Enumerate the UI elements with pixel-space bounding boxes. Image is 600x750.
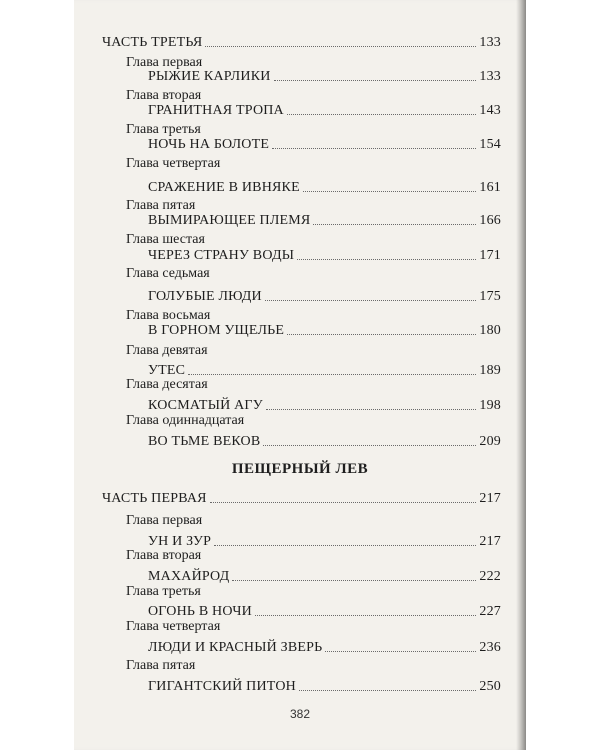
dot-leader xyxy=(214,545,476,546)
dot-leader xyxy=(287,334,476,335)
dot-leader xyxy=(274,80,476,81)
dot-leader xyxy=(313,224,476,225)
chapter-title: УТЕС xyxy=(148,363,186,378)
page-ref: 166 xyxy=(479,213,501,228)
chapter-label: Глава десятая xyxy=(126,377,208,392)
page-ref: 143 xyxy=(479,103,501,118)
chapter-title: НОЧЬ НА БОЛОТЕ xyxy=(148,137,270,152)
dot-leader xyxy=(297,259,476,260)
chapter-label: Глава пятая xyxy=(126,658,196,673)
page-ref: 161 xyxy=(479,180,501,195)
toc-chapter-row xyxy=(148,637,501,659)
page-ref: 209 xyxy=(479,434,501,449)
dot-leader xyxy=(210,502,476,503)
page-ref: 133 xyxy=(479,69,501,84)
chapter-label: Глава первая xyxy=(126,513,203,528)
page-ref: 217 xyxy=(479,491,501,506)
toc-chapter-row xyxy=(148,210,501,232)
chapter-title: УН И ЗУР xyxy=(148,534,212,549)
toc-chapter-row xyxy=(148,320,501,342)
dot-leader xyxy=(265,300,476,301)
toc-chapter-row xyxy=(148,177,501,199)
dot-leader xyxy=(272,148,476,149)
chapter-title: КОСМАТЫЙ АГУ xyxy=(148,398,263,413)
chapter-title: ГИГАНТСКИЙ ПИТОН xyxy=(148,679,296,694)
chapter-label: Глава шестая xyxy=(126,232,205,247)
part-title: ЧАСТЬ ПЕРВАЯ xyxy=(102,491,207,506)
dot-leader xyxy=(263,445,476,446)
toc-part-three xyxy=(102,32,501,54)
page-ref: 175 xyxy=(479,289,501,304)
toc-chapter-row xyxy=(148,286,501,308)
chapter-label: Глава четвертая xyxy=(126,156,221,171)
chapter-title: РЫЖИЕ КАРЛИКИ xyxy=(148,69,271,84)
chapter-label: Глава девятая xyxy=(126,343,208,358)
chapter-title: ГРАНИТНАЯ ТРОПА xyxy=(148,103,284,118)
dot-leader xyxy=(299,690,476,691)
page-ref: 133 xyxy=(479,35,501,50)
chapter-title: ОГОНЬ В НОЧИ xyxy=(148,604,252,619)
book-title: ПЕЩЕРНЫЙ ЛЕВ xyxy=(231,461,369,477)
dot-leader xyxy=(266,409,476,410)
toc-part-one xyxy=(102,488,501,510)
toc-chapter-row xyxy=(148,134,501,156)
dot-leader xyxy=(303,191,476,192)
chapter-label: Глава восьмая xyxy=(126,308,211,323)
dot-leader xyxy=(232,580,476,581)
dot-leader xyxy=(188,374,476,375)
dot-leader xyxy=(287,114,476,115)
chapter-label: Глава вторая xyxy=(126,548,202,563)
page-ref: 154 xyxy=(479,137,501,152)
page-ref: 198 xyxy=(479,398,501,413)
chapter-label: Глава третья xyxy=(126,584,201,599)
chapter-title: ВЫМИРАЮЩЕЕ ПЛЕМЯ xyxy=(148,213,311,228)
part-title: ЧАСТЬ ТРЕТЬЯ xyxy=(102,35,203,50)
page-ref: 222 xyxy=(479,569,501,584)
toc-chapter-row xyxy=(148,100,501,122)
chapter-title: ЧЕРЕЗ СТРАНУ ВОДЫ xyxy=(148,248,295,263)
chapter-label: Глава первая xyxy=(126,55,203,70)
toc-chapter-row xyxy=(148,66,501,88)
chapter-label: Глава третья xyxy=(126,122,201,137)
toc-chapter-row xyxy=(148,431,501,453)
page-ref: 250 xyxy=(479,679,501,694)
page-ref: 236 xyxy=(479,640,501,655)
dot-leader xyxy=(255,615,476,616)
dot-leader xyxy=(325,651,476,652)
chapter-title: ГОЛУБЫЕ ЛЮДИ xyxy=(148,289,262,304)
toc-chapter-row xyxy=(148,676,501,698)
chapter-label: Глава вторая xyxy=(126,88,202,103)
chapter-title: СРАЖЕНИЕ В ИВНЯКЕ xyxy=(148,180,300,195)
page-ref: 180 xyxy=(479,323,501,338)
chapter-title: ВО ТЬМЕ ВЕКОВ xyxy=(148,434,261,449)
chapter-title: ЛЮДИ И КРАСНЫЙ ЗВЕРЬ xyxy=(148,640,323,655)
dot-leader xyxy=(205,46,476,47)
page-ref: 217 xyxy=(479,534,501,549)
chapter-title: В ГОРНОМ УЩЕЛЬЕ xyxy=(148,323,285,338)
chapter-label: Глава одиннадцатая xyxy=(126,413,245,428)
chapter-title: МАХАЙРОД xyxy=(148,569,230,584)
page-number: 382 xyxy=(289,707,311,721)
page-ref: 189 xyxy=(479,363,501,378)
chapter-label: Глава пятая xyxy=(126,198,196,213)
page-ref: 227 xyxy=(479,604,501,619)
chapter-label: Глава седьмая xyxy=(126,266,210,281)
page-ref: 171 xyxy=(479,248,501,263)
chapter-label: Глава четвертая xyxy=(126,619,221,634)
